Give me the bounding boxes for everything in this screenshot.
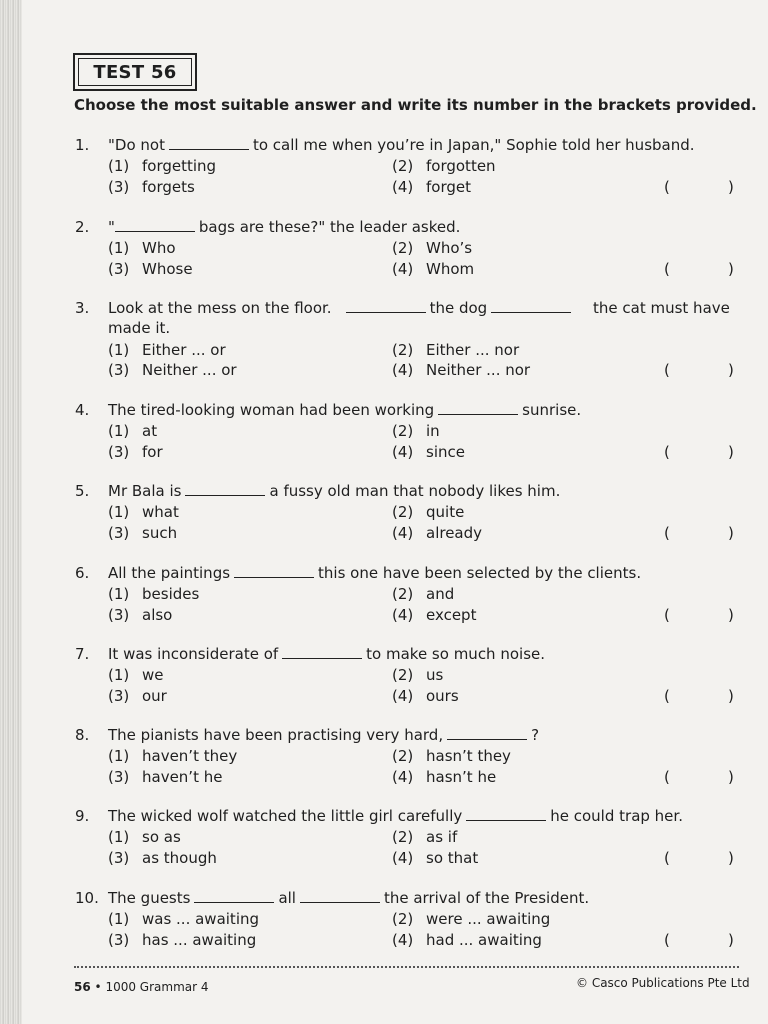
answer-bracket-open: ( — [664, 524, 670, 542]
answer-bracket-close: ) — [728, 178, 734, 196]
answer-blank — [491, 300, 571, 313]
option-2: (2) forgotten — [392, 157, 496, 175]
answer-bracket-open: ( — [664, 178, 670, 196]
option-4: (4) Whom — [392, 260, 475, 278]
option-3: (3) haven’t he — [108, 768, 223, 786]
option-3: (3) as though — [108, 849, 217, 867]
answer-bracket-open: ( — [664, 606, 670, 624]
option-4: (4) hasn’t he — [392, 768, 497, 786]
question-7 — [0, 645, 768, 725]
option-1: (1) at — [108, 422, 158, 440]
option-4: (4) so that — [392, 849, 479, 867]
question-number: 9. — [75, 807, 90, 825]
question-number: 3. — [75, 299, 90, 317]
footer-page-info — [74, 980, 209, 994]
option-4: (4) since — [392, 443, 465, 461]
answer-bracket-open: ( — [664, 687, 670, 705]
option-3: (3) also — [108, 606, 173, 624]
answer-bracket-open: ( — [664, 849, 670, 867]
option-1: (1) we — [108, 666, 164, 684]
answer-bracket-close: ) — [728, 524, 734, 542]
option-1: (1) forgetting — [108, 157, 217, 175]
question-6 — [0, 564, 768, 644]
option-2: (2) Who’s — [392, 239, 473, 257]
answer-blank — [300, 890, 380, 903]
question-stem: "Do not to call me when you’re in Japan," Sophie told her husband. — [108, 136, 695, 154]
question-number: 2. — [75, 218, 90, 236]
answer-blank — [438, 402, 518, 415]
option-4: (4) had ... awaiting — [392, 931, 542, 949]
question-stem: " bags are these?" the leader asked. — [108, 218, 461, 236]
answer-blank — [282, 646, 362, 659]
option-2: (2) in — [392, 422, 440, 440]
option-4: (4) Neither ... nor — [392, 361, 531, 379]
option-1: (1) Who — [108, 239, 176, 257]
option-3: (3) Whose — [108, 260, 193, 278]
option-4: (4) forget — [392, 178, 471, 196]
question-stem: The wicked wolf watched the little girl carefully he could trap her. — [108, 807, 683, 825]
page-number: 56 — [74, 980, 91, 994]
question-number: 1. — [75, 136, 90, 154]
option-1: (1) was ... awaiting — [108, 910, 260, 928]
question-10 — [0, 889, 768, 969]
option-2: (2) as if — [392, 828, 458, 846]
option-3: (3) for — [108, 443, 163, 461]
question-stem: The tired-looking woman had been working sunrise. — [108, 401, 582, 419]
question-stem: All the paintings this one have been selected by the clients. — [108, 564, 642, 582]
option-2: (2) and — [392, 585, 455, 603]
question-stem: Mr Bala is a fussy old man that nobody likes him. — [108, 482, 561, 500]
option-3: (3) our — [108, 687, 167, 705]
test-title-box — [73, 53, 197, 91]
answer-bracket-open: ( — [664, 768, 670, 786]
copyright-notice: © Casco Publications Pte Ltd — [576, 976, 750, 990]
answer-blank — [185, 483, 265, 496]
answer-bracket-close: ) — [728, 687, 734, 705]
book-title: 1000 Grammar 4 — [105, 980, 209, 994]
question-3 — [0, 299, 768, 399]
answer-blank — [194, 890, 274, 903]
question-4 — [0, 401, 768, 481]
question-2 — [0, 218, 768, 298]
option-3: (3) has ... awaiting — [108, 931, 257, 949]
question-stem-line2: made it. — [108, 319, 171, 337]
option-4: (4) ours — [392, 687, 459, 705]
answer-blank — [115, 219, 195, 232]
option-3: (3) forgets — [108, 178, 195, 196]
answer-blank — [169, 137, 249, 150]
option-2: (2) were ... awaiting — [392, 910, 551, 928]
option-3: (3) such — [108, 524, 178, 542]
answer-bracket-close: ) — [728, 606, 734, 624]
option-4: (4) already — [392, 524, 483, 542]
question-number: 8. — [75, 726, 90, 744]
question-stem-end: the cat must have — [593, 299, 730, 317]
question-stem: The guests all the arrival of the President. — [108, 889, 590, 907]
answer-bracket-close: ) — [728, 768, 734, 786]
option-2: (2) quite — [392, 503, 465, 521]
option-2: (2) hasn’t they — [392, 747, 511, 765]
option-2: (2) us — [392, 666, 444, 684]
answer-bracket-close: ) — [728, 260, 734, 278]
answer-bracket-open: ( — [664, 361, 670, 379]
option-3: (3) Neither ... or — [108, 361, 237, 379]
bullet: • — [94, 980, 102, 994]
question-stem: Look at the mess on the floor. the dog — [108, 299, 575, 317]
question-5 — [0, 482, 768, 562]
question-number: 7. — [75, 645, 90, 663]
answer-bracket-open: ( — [664, 931, 670, 949]
answer-bracket-close: ) — [728, 361, 734, 379]
footer-divider — [74, 966, 739, 968]
option-1: (1) besides — [108, 585, 200, 603]
option-1: (1) Either ... or — [108, 341, 226, 359]
answer-blank — [234, 565, 314, 578]
answer-bracket-close: ) — [728, 443, 734, 461]
option-1: (1) so as — [108, 828, 181, 846]
answer-bracket-open: ( — [664, 443, 670, 461]
answer-blank — [466, 808, 546, 821]
question-stem: The pianists have been practising very hard, ? — [108, 726, 540, 744]
question-1 — [0, 136, 768, 216]
answer-bracket-close: ) — [728, 849, 734, 867]
answer-bracket-close: ) — [728, 931, 734, 949]
option-4: (4) except — [392, 606, 477, 624]
question-number: 6. — [75, 564, 90, 582]
question-9 — [0, 807, 768, 887]
question-stem: It was inconsiderate of to make so much noise. — [108, 645, 545, 663]
answer-blank — [346, 300, 426, 313]
option-1: (1) what — [108, 503, 179, 521]
question-number: 10. — [75, 889, 99, 907]
test-title: TEST 56 — [78, 58, 192, 86]
answer-bracket-open: ( — [664, 260, 670, 278]
option-2: (2) Either ... nor — [392, 341, 520, 359]
answer-blank — [447, 727, 527, 740]
question-8 — [0, 726, 768, 806]
question-number: 5. — [75, 482, 90, 500]
question-number: 4. — [75, 401, 90, 419]
instruction-text: Choose the most suitable answer and write its number in the brackets provided. — [74, 96, 757, 114]
option-1: (1) haven’t they — [108, 747, 238, 765]
